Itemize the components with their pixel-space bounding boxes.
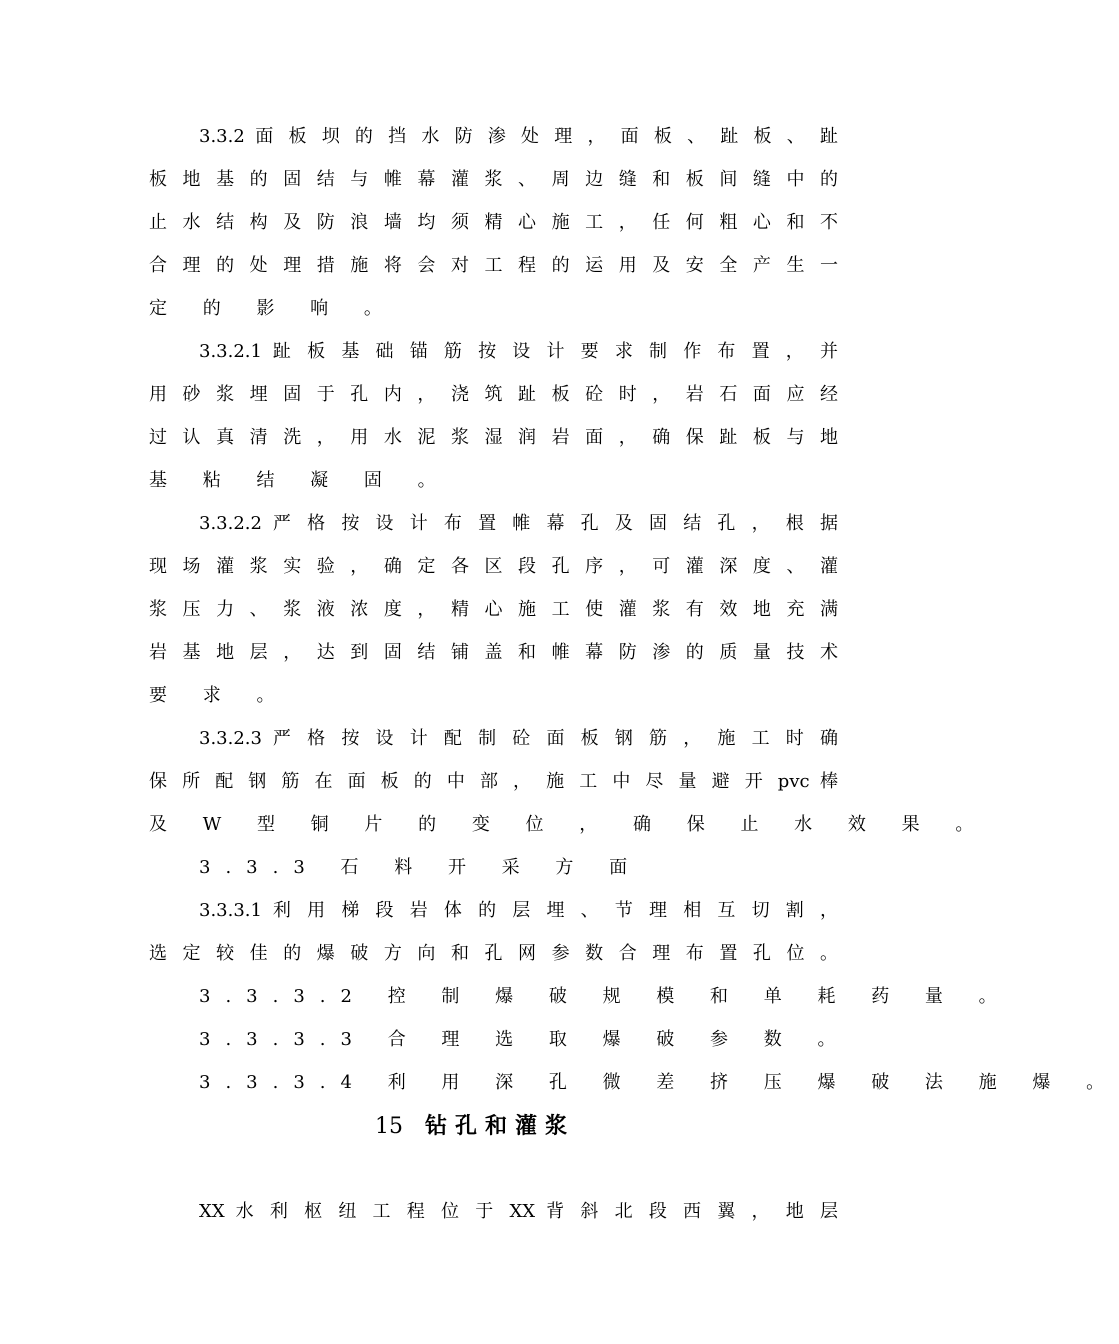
paragraph-3-3-2-3-line-1: 3.3.2.3 严 格 按 设 计 配 制 砼 面 板 钢 筋 ， 施 工 时 确 [199, 728, 838, 749]
paragraph-3-3-2-1-line-2: 用 砂 浆 埋 固 于 孔 内 ， 浇 筑 趾 板 砼 时 ， 岩 石 面 应 经 [149, 384, 838, 405]
paragraph-3-3-3-1-line-2: 选 定 较 佳 的 爆 破 方 向 和 孔 网 参 数 合 理 布 置 孔 位 。 [149, 943, 838, 964]
paragraph-3-3-3-3 [199, 1028, 851, 1052]
paragraph-3-3-2-1-line-4 [149, 469, 838, 493]
paragraph-3-3-2-line-4: 合 理 的 处 理 措 施 将 会 对 工 程 的 运 用 及 安 全 产 生 一 [149, 255, 838, 276]
paragraph-3-3-2-2-line-3: 浆 压 力 、 浆 液 浓 度 ， 精 心 施 工 使 灌 浆 有 效 地 充 满 [149, 599, 838, 620]
paragraph-3-3-2-3-line-3 [149, 813, 989, 837]
paragraph-3-3-2-1-line-1: 3.3.2.1 趾 板 基 础 锚 筋 按 设 计 要 求 制 作 布 置 ， 并 [199, 341, 838, 362]
section-number: 15 [374, 1114, 403, 1139]
paragraph-3-3-3-2 [199, 985, 1012, 1009]
section-heading [0, 1111, 950, 1142]
paragraph-3-3-2-2-line-4: 岩 基 地 层 ， 达 到 固 结 铺 盖 和 帷 幕 防 渗 的 质 量 技 术 [149, 642, 838, 663]
paragraph-3-3-3-1-line-1: 3.3.3.1 利 用 梯 段 岩 体 的 层 埋 、 节 理 相 互 切 割 ， [199, 900, 838, 921]
paragraph-3-3-2-3-line-3-text: 及 W 型 铜 片 的 变 位 ， 确 保 止 水 效 果 。 [149, 814, 989, 835]
subsection-3-3-3-heading [199, 856, 838, 880]
paragraph-3-3-2-1-line-3: 过 认 真 清 洗 ， 用 水 泥 浆 湿 润 岩 面 ， 确 保 趾 板 与 地 [149, 427, 838, 448]
paragraph-3-3-2-2-line-2: 现 场 灌 浆 实 验 ， 确 定 各 区 段 孔 序 ， 可 灌 深 度 、 灌 [149, 556, 838, 577]
paragraph-3-3-3-3-text: 3.3.3.3 合 理 选 取 爆 破 参 数 。 [199, 1029, 851, 1050]
section-15-intro-line: XX 水 利 枢 纽 工 程 位 于 XX 背 斜 北 段 西 翼 ， 地 层 [199, 1201, 838, 1222]
paragraph-3-3-2-3-line-2: 保 所 配 钢 筋 在 面 板 的 中 部 ， 施 工 中 尽 量 避 开 pvc 棒 [149, 771, 838, 792]
paragraph-3-3-2-line-5 [149, 297, 838, 321]
paragraph-3-3-2-2-line-5 [149, 684, 838, 708]
paragraph-3-3-2-1-line-4-text: 基 粘 结 凝 固 。 [149, 470, 451, 491]
paragraph-3-3-2-line-1: 3.3.2 面 板 坝 的 挡 水 防 渗 处 理 ， 面 板 、 趾 板 、 趾 [199, 126, 838, 147]
paragraph-3-3-3-4-text: 3.3.3.4 利 用 深 孔 微 差 挤 压 爆 破 法 施 爆 。 [199, 1072, 1119, 1093]
paragraph-3-3-3-4 [199, 1071, 1119, 1095]
paragraph-3-3-2-2-line-1: 3.3.2.2 严 格 按 设 计 布 置 帷 幕 孔 及 固 结 孔 ， 根 据 [199, 513, 838, 534]
paragraph-3-3-3-2-text: 3.3.3.2 控 制 爆 破 规 模 和 单 耗 药 量 。 [199, 986, 1012, 1007]
paragraph-3-3-2-line-2: 板 地 基 的 固 结 与 帷 幕 灌 浆 、 周 边 缝 和 板 间 缝 中 的 [149, 169, 838, 190]
paragraph-3-3-2-line-3: 止 水 结 构 及 防 浪 墙 均 须 精 心 施 工 ， 任 何 粗 心 和 不 [149, 212, 838, 233]
subsection-3-3-3-heading-text: 3.3.3 石 料 开 采 方 面 [199, 857, 643, 878]
paragraph-3-3-2-line-5-text: 定 的 影 响 。 [149, 298, 397, 319]
paragraph-3-3-2-2-line-5-text: 要 求 。 [149, 685, 290, 706]
section-title: 钻孔和灌浆 [424, 1113, 575, 1139]
